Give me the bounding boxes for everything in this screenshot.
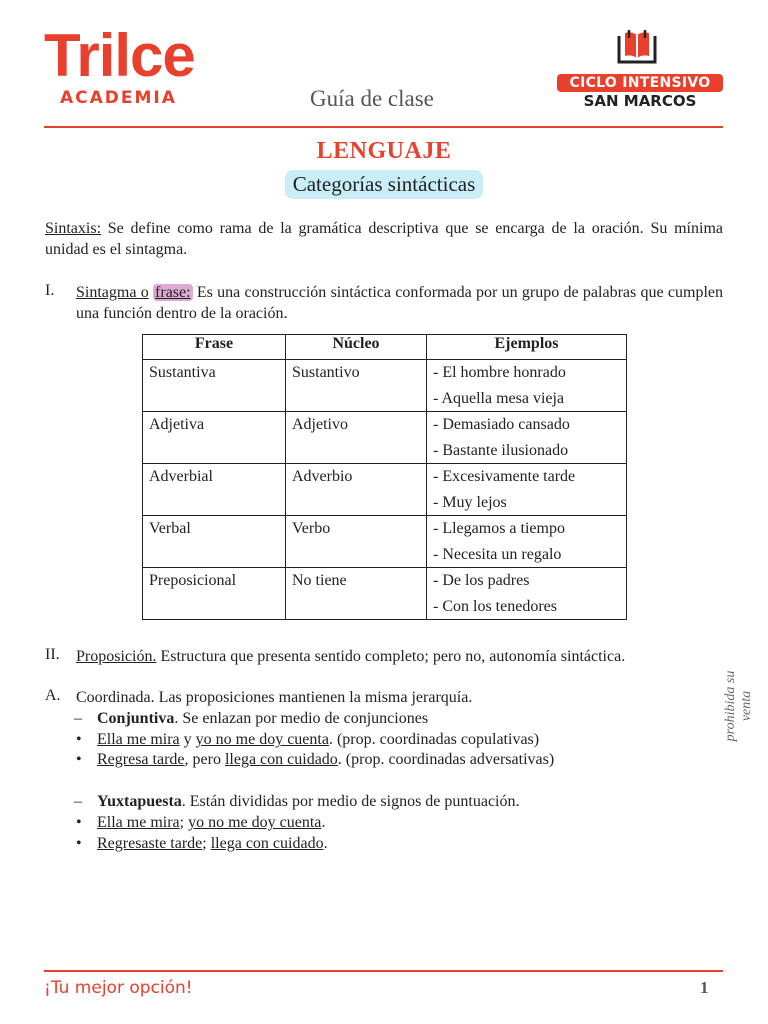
conjuntiva-line (97, 708, 428, 729)
topic-title: Categorías sintácticas (285, 170, 484, 199)
bullet-marker: • (76, 835, 82, 852)
connector: y (179, 731, 196, 748)
cell-ejemplos (427, 464, 627, 516)
intro-paragraph (45, 218, 723, 260)
section2-term: Proposición. (76, 648, 157, 665)
prop-a: Ella me mira (97, 731, 180, 748)
brand-subtitle: SAN MARCOS (583, 92, 697, 110)
cell-frase: Verbal (143, 516, 286, 568)
example: - Demasiado cansado (433, 416, 570, 433)
table-row (143, 360, 627, 412)
header-divider (44, 126, 723, 128)
table-row (143, 412, 627, 464)
dash-marker: – (74, 793, 82, 810)
academia-logo-text: ACADEMIA (60, 88, 177, 108)
page-number: 1 (700, 978, 709, 997)
intro-text: Se define como rama de la gramática descriptiva que se encarga de la oración. Su mínima unidad es el sintagma. (45, 220, 723, 258)
prop-a: Ella me mira (97, 814, 180, 831)
example-copulativa (97, 729, 539, 750)
book-icon (615, 30, 659, 64)
trilce-logo: Trilce (44, 22, 195, 89)
table-row (143, 516, 627, 568)
section2-number: II. (45, 646, 60, 663)
example: - De los padres (433, 572, 530, 589)
prop-b: llega con cuidado (210, 835, 324, 852)
subject-title: LENGUAJE (316, 138, 452, 164)
connector: ; (179, 814, 189, 831)
example-adversativa (97, 749, 554, 770)
cell-frase: Sustantiva (143, 360, 286, 412)
sectionA-number: A. (45, 687, 61, 704)
cell-frase: Adjetiva (143, 412, 286, 464)
bullet-marker: • (76, 814, 82, 831)
footer-slogan: ¡Tu mejor opción! (44, 978, 193, 998)
footer-divider (44, 970, 723, 972)
end: . (323, 835, 328, 852)
example: - Con los tenedores (433, 597, 557, 615)
cell-nucleo: Verbo (286, 516, 427, 568)
note: . (prop. coordinadas adversativas) (337, 751, 555, 768)
section1-term-b: frase: (155, 284, 191, 301)
prop-a: Regresa tarde (97, 751, 185, 768)
ciclo-intensivo-logo (557, 30, 723, 110)
prop-a: Regresaste tarde (97, 835, 203, 852)
conjuntiva-title: Conjuntiva (97, 710, 175, 727)
section2-text: Estructura que presenta sentido completo; pero no, autonomía sintáctica. (156, 648, 626, 665)
example: - Aquella mesa vieja (433, 389, 565, 407)
connector: ; (202, 835, 211, 852)
cell-ejemplos (427, 516, 627, 568)
side-note: prohibida su venta (723, 670, 754, 742)
header-nucleo: Núcleo (286, 335, 427, 360)
yuxtapuesta-line (97, 791, 520, 812)
prop-b: llega con cuidado (224, 751, 338, 768)
example: - El hombre honrado (433, 364, 566, 381)
section2-paragraph (76, 646, 723, 667)
cell-nucleo: Sustantivo (286, 360, 427, 412)
example-yuxtapuesta-2 (97, 833, 328, 854)
guide-title: Guía de clase (310, 86, 434, 111)
example-yuxtapuesta-1 (97, 812, 325, 833)
example: - Bastante ilusionado (433, 441, 569, 459)
conjuntiva-text: . Se enlazan por medio de conjunciones (174, 710, 429, 727)
section1-term-a: Sintagma o (76, 284, 149, 301)
bullet-marker: • (76, 751, 82, 768)
section1-paragraph (76, 282, 723, 324)
cell-frase: Adverbial (143, 464, 286, 516)
example: - Muy lejos (433, 493, 507, 511)
sintagma-table (142, 334, 627, 620)
yuxtapuesta-text: . Están divididas por medio de signos de puntuación. (181, 793, 520, 810)
yuxtapuesta-title: Yuxtapuesta (97, 793, 182, 810)
table-row (143, 568, 627, 620)
cell-nucleo: No tiene (286, 568, 427, 620)
brand-banner: CICLO INTENSIVO (557, 74, 723, 92)
cell-frase: Preposicional (143, 568, 286, 620)
example: - Necesita un regalo (433, 545, 562, 563)
prop-b: yo no me doy cuenta (188, 814, 322, 831)
intro-term: Sintaxis: (45, 220, 102, 237)
sectionA-text: Coordinada. Las proposiciones mantienen la misma jerarquía. (76, 689, 473, 706)
header-ejemplos: Ejemplos (427, 335, 627, 360)
note: . (prop. coordinadas copulativas) (328, 731, 540, 748)
topic-wrapper (0, 170, 768, 199)
cell-ejemplos (427, 360, 627, 412)
example: - Excesivamente tarde (433, 468, 576, 485)
table-row (143, 464, 627, 516)
header-frase: Frase (143, 335, 286, 360)
cell-nucleo: Adjetivo (286, 412, 427, 464)
prop-b: yo no me doy cuenta (195, 731, 329, 748)
table-header-row (143, 335, 627, 360)
dash-marker: – (74, 710, 82, 727)
section1-text: Es una construcción sintáctica conformada por un grupo de palabras que cumplen una función dentro de la oración. (76, 284, 724, 322)
cell-nucleo: Adverbio (286, 464, 427, 516)
connector: , pero (184, 751, 225, 768)
cell-ejemplos (427, 412, 627, 464)
end: . (321, 814, 326, 831)
section1-number: I. (45, 282, 55, 299)
cell-ejemplos (427, 568, 627, 620)
example: - Llegamos a tiempo (433, 520, 565, 537)
bullet-marker: • (76, 731, 82, 748)
